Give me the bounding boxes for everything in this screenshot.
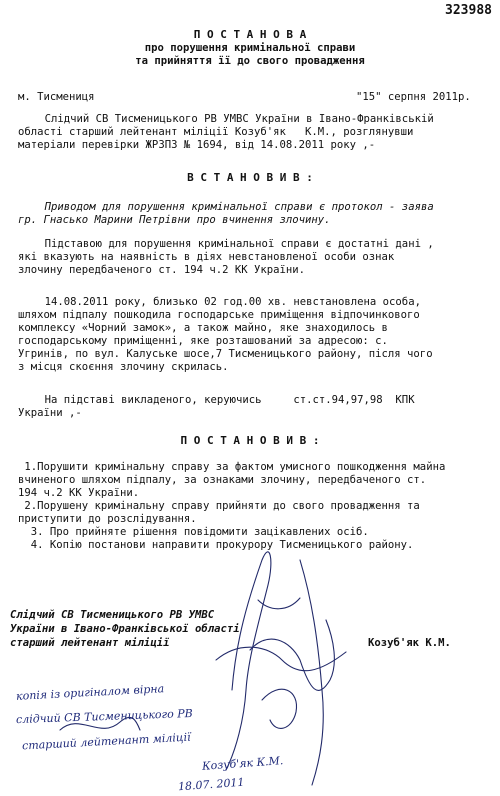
basis-line-1: Підставою для порушення кримінальної справи є достатні дані , — [0, 238, 434, 250]
established-heading: В С Т А Н О В И В : — [187, 171, 313, 184]
item-line-4: 2.Порушену кримінальну справу прийняти до свого провадження та — [18, 500, 420, 512]
item-line-1: 1.Порушити кримінальну справу за фактом умисного пошкодження майна — [18, 461, 446, 473]
item-line-6: 3. Про прийняте рішення повідомити зацікавлених осіб. — [18, 526, 369, 538]
facts-line-3: комплексу «Чорний замок», а також майно, яке знаходилось в — [18, 322, 388, 334]
reason-line-1: Приводом для порушення кримінальної справи є протокол - заява — [0, 201, 434, 213]
handwritten-note-line-3: старший лейтенант міліції — [21, 730, 191, 753]
facts-line-6: з місця скоєння злочину скрилась. — [18, 361, 229, 373]
handwritten-note-line-4: Козуб'як К.М. — [201, 754, 284, 773]
resolved-heading: П О С Т А Н О В И В : — [180, 434, 320, 447]
basis-line-3: злочину передбаченого ст. 194 ч.2 КК України. — [18, 264, 306, 276]
signature-line-2: України в Івано-Франківської області — [10, 623, 240, 635]
grounds-line-2: України ,- — [18, 407, 82, 419]
subtitle-line-2: та прийняття її до свого провадження — [135, 55, 365, 67]
document-title: П О С Т А Н О В А — [193, 28, 307, 41]
document-number: 323988 — [445, 3, 492, 18]
basis-line-2: які вказують на наявність в діях невстановленої особи ознак — [18, 251, 395, 263]
facts-line-2: шляхом підпалу пошкодила господарське приміщення відпочинкового — [18, 309, 420, 321]
item-line-5: приступити до розслідування. — [18, 513, 197, 525]
signer-name: Козуб'як К.М. — [368, 637, 451, 649]
grounds-line-1: На підставі викладеного, керуючись ст.ст.94,97,98 КПК — [0, 394, 415, 406]
reason-line-2: гр. Гнасько Марини Петрівни про вчинення злочину. — [18, 214, 331, 226]
intro-line-2: області старший лейтенант міліції Козуб'як К.М., розглянувши — [18, 126, 414, 138]
handwritten-note-line-1: копія із оригіналом вірна — [15, 682, 165, 703]
handwritten-note-line-2: слідчий СВ Тисменицького РВ — [15, 706, 193, 727]
facts-line-4: господарському приміщенні, яке розташований за адресою: с. — [18, 335, 388, 347]
facts-line-5: Угринів, по вул. Калуське шосе,7 Тисменицького району, після чого — [18, 348, 433, 360]
signature-line-1: Слідчий СВ Тисменицького РВ УМВС — [10, 609, 215, 621]
date: "15" серпня 2011р. — [356, 91, 471, 103]
intro-line-3: матеріали перевірки ЖРЗПЗ № 1694, від 14.08.2011 року ,- — [18, 139, 376, 151]
item-line-2: вчиненого шляхом підпалу, за ознаками злочину, передбаченого ст. — [18, 474, 427, 486]
facts-line-1: 14.08.2011 року, близько 02 год.00 хв. невстановлена особа, — [0, 296, 421, 308]
handwritten-note-line-5: 18.07. 2011 — [177, 775, 245, 794]
place: м. Тисмениця — [18, 91, 95, 103]
signature-line-3: старший лейтенант міліції — [10, 637, 170, 649]
item-line-3: 194 ч.2 КК України. — [18, 487, 140, 499]
intro-line-1: Слідчий СВ Тисменицького РВ УМВС України в Івано-Франківській — [0, 113, 434, 125]
item-line-7: 4. Копію постанови направити прокурору Тисменицького району. — [18, 539, 414, 551]
subtitle-line-1: про порушення кримінальної справи — [144, 42, 356, 54]
